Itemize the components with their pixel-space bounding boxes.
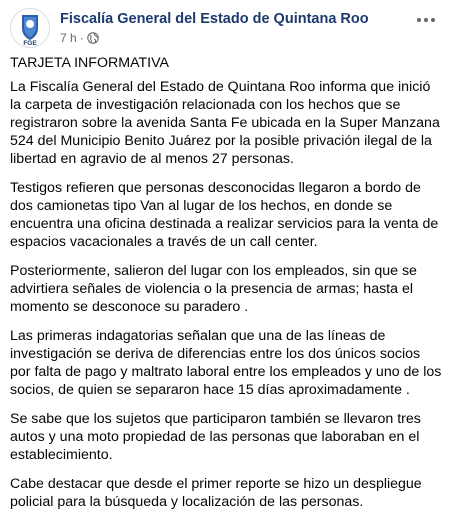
post-timestamp[interactable]: 7 h [60, 31, 77, 45]
avatar-label: FGE [23, 40, 37, 47]
more-options-button[interactable] [412, 8, 440, 32]
post-paragraph: La Fiscalía General del Estado de Quintana Roo informa que inició la carpeta de investigación relacionada con los hechos que se registraron sobre la avenida Santa Fe ubicada en la Super Manzana 524 del Municipio Benito Juárez por la posible privación ilegal de la libertad en agravio de al menos 27 personas. [10, 79, 440, 167]
post-paragraph: Posteriormente, salieron del lugar con los empleados, sin que se advirtiera señales de violencia o la presencia de armas; hasta el momento se desconoce su paradero . [10, 263, 417, 315]
fge-logo-icon [11, 9, 49, 47]
page-avatar[interactable] [10, 8, 50, 48]
post-paragraph: Cabe destacar que desde el primer reporte se hizo un despliegue policial para la búsqueda y localización de las personas. [10, 476, 422, 510]
post-meta [60, 31, 99, 45]
post-paragraph: Las primeras indagatorias señalan que una de las líneas de investigación se deriva de diferencias entre los dos únicos socios por falta de pago y maltrato laboral entre los empleados y uno de los socios, de quien se separaron hace 15 días aproximadamente . [10, 328, 442, 398]
post-paragraph: Se sabe que los sujetos que participaron también se llevaron tres autos y una moto propiedad de las personas que laboraban en el establecimiento. [10, 411, 421, 463]
meta-separator: · [79, 31, 84, 45]
more-options-icon [416, 17, 436, 23]
page-name-link[interactable]: Fiscalía General del Estado de Quintana Roo [60, 11, 369, 27]
post-header [10, 8, 440, 48]
post-paragraph: Testigos refieren que personas desconocidas llegaron a bordo de dos camionetas tipo Van al lugar de los hechos, en donde se encuentra una oficina destinada a realizar servicios para la venta de espacios vacacionales a través de un call center. [10, 180, 439, 250]
post-heading: TARJETA INFORMATIVA [10, 55, 169, 71]
post-body [10, 54, 442, 522]
globe-icon[interactable] [87, 32, 99, 44]
